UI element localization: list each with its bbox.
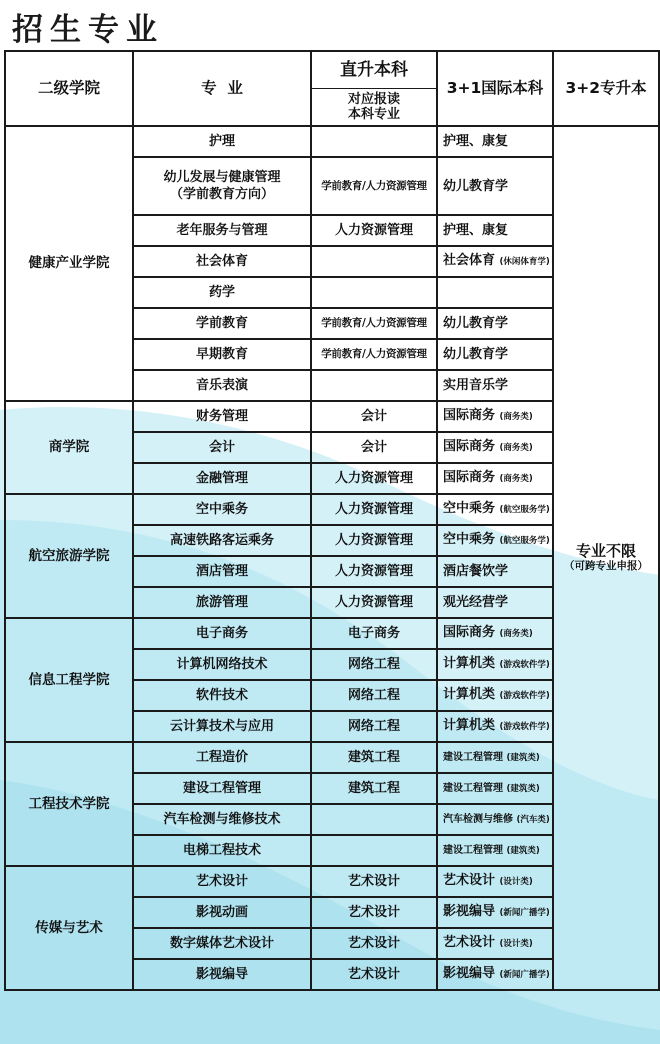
intl-major: 观光经营学 — [443, 595, 509, 610]
intl-cell — [437, 959, 553, 990]
direct-upgrade-cell: 建筑工程 — [311, 742, 437, 773]
intl-cell — [437, 494, 553, 525]
direct-upgrade-cell: 会计 — [311, 401, 437, 432]
header-intl: 3+1国际本科 — [437, 51, 553, 126]
intl-major: 实用音乐学 — [443, 378, 509, 393]
intl-note: (设计类) — [499, 939, 533, 949]
major-cell: 数字媒体艺术设计 — [133, 928, 311, 959]
major-cell: 电梯工程技术 — [133, 835, 311, 866]
major-cell: 汽车检测与维修技术 — [133, 804, 311, 835]
intl-cell — [437, 587, 553, 618]
direct-upgrade-cell: 艺术设计 — [311, 897, 437, 928]
college-cell: 传媒与艺术 — [5, 866, 133, 990]
intl-major: 影视编导 — [443, 904, 496, 919]
header-direct-upgrade: 直升本科 — [311, 51, 437, 89]
direct-upgrade-cell — [311, 835, 437, 866]
major-cell: 建设工程管理 — [133, 773, 311, 804]
intl-major: 国际商务 — [443, 470, 496, 485]
intl-major: 建设工程管理 — [443, 844, 503, 856]
page-title: 招生专业 — [12, 12, 164, 48]
college-cell: 信息工程学院 — [5, 618, 133, 742]
major-cell: 计算机网络技术 — [133, 649, 311, 680]
intl-note: (新闻广播学) — [499, 970, 550, 980]
intl-major: 空中乘务 — [443, 532, 496, 547]
direct-upgrade-cell: 电子商务 — [311, 618, 437, 649]
major-cell: 学前教育 — [133, 308, 311, 339]
major-cell: 金融管理 — [133, 463, 311, 494]
direct-upgrade-cell: 人力资源管理 — [311, 494, 437, 525]
intl-cell — [437, 126, 553, 157]
major-cell: 空中乘务 — [133, 494, 311, 525]
intl-note: (商务类) — [499, 443, 533, 453]
three-plus-two-value: 专业不限 — [575, 542, 636, 560]
major-cell: 旅游管理 — [133, 587, 311, 618]
intl-note: (游戏软件学) — [499, 691, 550, 701]
college-cell: 健康产业学院 — [5, 126, 133, 401]
major-cell: 高速铁路客运乘务 — [133, 525, 311, 556]
intl-cell — [437, 463, 553, 494]
intl-major: 计算机类 — [443, 687, 496, 702]
intl-cell — [437, 618, 553, 649]
intl-major: 艺术设计 — [443, 873, 496, 888]
direct-upgrade-cell: 会计 — [311, 432, 437, 463]
direct-upgrade-cell — [311, 246, 437, 277]
intl-cell — [437, 157, 553, 215]
three-plus-two-note: （可跨专业申报） — [564, 560, 648, 572]
major-cell: 影视编导 — [133, 959, 311, 990]
intl-note: (建筑类) — [506, 845, 540, 856]
intl-note: (航空服务学) — [499, 536, 550, 546]
header-direct-upgrade-sub: 对应报读 本科专业 — [311, 89, 437, 127]
intl-major: 酒店餐饮学 — [443, 564, 509, 579]
table-body — [5, 126, 659, 990]
intl-cell — [437, 866, 553, 897]
direct-upgrade-cell — [311, 370, 437, 401]
intl-note: (游戏软件学) — [499, 722, 550, 732]
direct-upgrade-cell: 人力资源管理 — [311, 587, 437, 618]
college-cell: 商学院 — [5, 401, 133, 494]
intl-cell — [437, 773, 553, 804]
intl-cell — [437, 370, 553, 401]
intl-cell — [437, 711, 553, 742]
major-cell: 会计 — [133, 432, 311, 463]
major-cell: 酒店管理 — [133, 556, 311, 587]
intl-major: 计算机类 — [443, 718, 496, 733]
major-cell: 电子商务 — [133, 618, 311, 649]
major-cell: 社会体育 — [133, 246, 311, 277]
table-row — [5, 126, 659, 157]
intl-major: 国际商务 — [443, 408, 496, 423]
intl-note: (汽车类) — [516, 814, 550, 825]
intl-major: 护理、康复 — [443, 134, 509, 149]
intl-major: 建设工程管理 — [443, 782, 503, 794]
major-cell: 音乐表演 — [133, 370, 311, 401]
intl-major: 艺术设计 — [443, 935, 496, 950]
intl-major: 空中乘务 — [443, 501, 496, 516]
intl-major: 计算机类 — [443, 656, 496, 671]
direct-upgrade-cell: 学前教育/人力资源管理 — [311, 157, 437, 215]
intl-major: 汽车检测与维修 — [443, 813, 513, 825]
major-cell: 艺术设计 — [133, 866, 311, 897]
intl-cell — [437, 742, 553, 773]
intl-major: 国际商务 — [443, 439, 496, 454]
intl-cell — [437, 835, 553, 866]
intl-major: 幼儿教育学 — [443, 178, 509, 194]
intl-major: 幼儿教育学 — [443, 347, 509, 362]
major-cell: 云计算技术与应用 — [133, 711, 311, 742]
header-major: 专 业 — [133, 51, 311, 126]
intl-cell — [437, 556, 553, 587]
intl-major: 幼儿教育学 — [443, 316, 509, 331]
intl-note: (建筑类) — [506, 752, 540, 763]
major-cell: 护理 — [133, 126, 311, 157]
direct-upgrade-cell: 建筑工程 — [311, 773, 437, 804]
intl-cell — [437, 680, 553, 711]
intl-cell — [437, 308, 553, 339]
intl-major: 护理、康复 — [443, 223, 509, 238]
direct-upgrade-cell: 艺术设计 — [311, 928, 437, 959]
direct-upgrade-cell: 艺术设计 — [311, 959, 437, 990]
direct-upgrade-cell — [311, 277, 437, 308]
intl-note: (商务类) — [499, 474, 533, 484]
intl-cell — [437, 246, 553, 277]
direct-upgrade-cell — [311, 126, 437, 157]
college-cell: 工程技术学院 — [5, 742, 133, 866]
intl-major: 社会体育 — [443, 253, 496, 268]
admissions-majors-table — [4, 50, 660, 991]
intl-major: 建设工程管理 — [443, 751, 503, 763]
direct-upgrade-cell: 人力资源管理 — [311, 463, 437, 494]
direct-upgrade-cell: 人力资源管理 — [311, 525, 437, 556]
intl-cell — [437, 804, 553, 835]
intl-note: (休闲体育学) — [499, 257, 550, 267]
intl-cell — [437, 897, 553, 928]
intl-note: (新闻广播学) — [499, 908, 550, 918]
intl-note: (游戏软件学) — [499, 660, 550, 670]
intl-cell — [437, 649, 553, 680]
intl-cell — [437, 215, 553, 246]
direct-upgrade-cell: 网络工程 — [311, 711, 437, 742]
intl-note: (设计类) — [499, 877, 533, 887]
intl-cell — [437, 432, 553, 463]
direct-upgrade-cell: 人力资源管理 — [311, 215, 437, 246]
intl-note: (建筑类) — [506, 783, 540, 794]
header-three-plus-two: 3+2专升本 — [553, 51, 659, 126]
major-cell: 影视动画 — [133, 897, 311, 928]
direct-upgrade-cell: 人力资源管理 — [311, 556, 437, 587]
intl-cell — [437, 401, 553, 432]
intl-cell — [437, 928, 553, 959]
intl-major: 国际商务 — [443, 625, 496, 640]
intl-cell — [437, 525, 553, 556]
direct-upgrade-cell: 网络工程 — [311, 680, 437, 711]
major-cell: 药学 — [133, 277, 311, 308]
three-plus-two-cell — [553, 126, 659, 990]
direct-upgrade-cell: 学前教育/人力资源管理 — [311, 339, 437, 370]
intl-note: (商务类) — [499, 629, 533, 639]
major-cell: 幼儿发展与健康管理 （学前教育方向） — [133, 157, 311, 215]
direct-upgrade-cell: 艺术设计 — [311, 866, 437, 897]
major-cell: 软件技术 — [133, 680, 311, 711]
direct-upgrade-cell: 网络工程 — [311, 649, 437, 680]
intl-note: (商务类) — [499, 412, 533, 422]
major-cell: 老年服务与管理 — [133, 215, 311, 246]
direct-upgrade-cell — [311, 804, 437, 835]
intl-note: (航空服务学) — [499, 505, 550, 515]
major-cell: 工程造价 — [133, 742, 311, 773]
major-cell: 财务管理 — [133, 401, 311, 432]
major-cell: 早期教育 — [133, 339, 311, 370]
intl-major: 影视编导 — [443, 966, 496, 981]
header-college: 二级学院 — [5, 51, 133, 126]
direct-upgrade-cell: 学前教育/人力资源管理 — [311, 308, 437, 339]
college-cell: 航空旅游学院 — [5, 494, 133, 618]
intl-cell — [437, 277, 553, 308]
intl-cell — [437, 339, 553, 370]
